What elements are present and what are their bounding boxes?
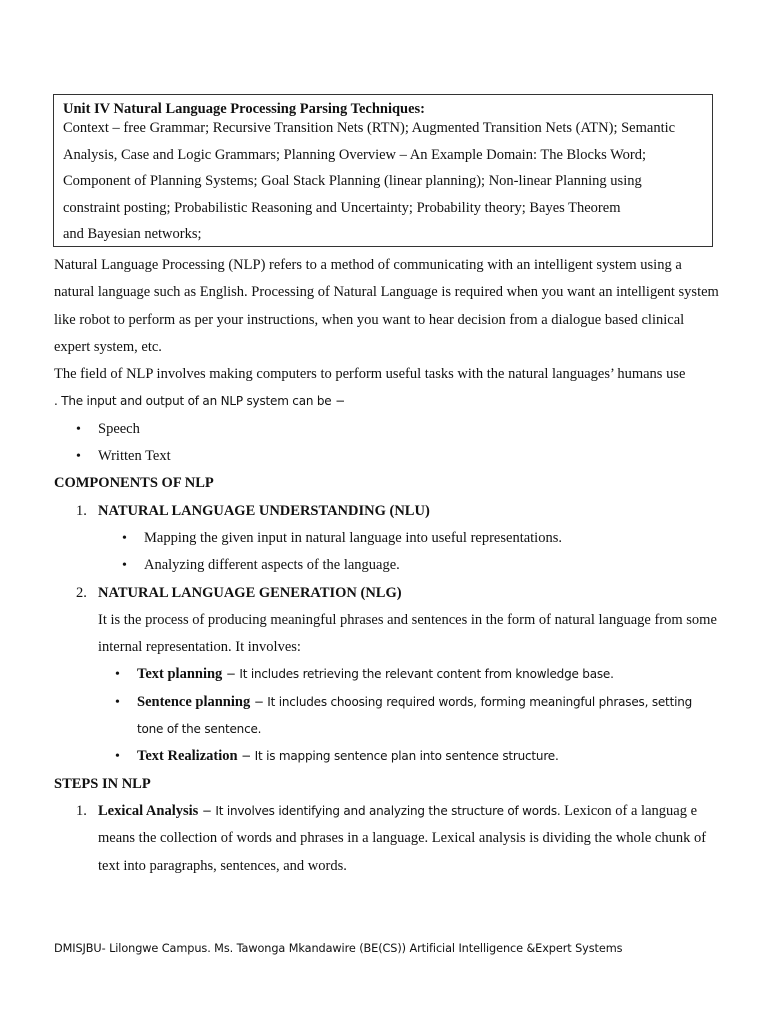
- list-item: • Mapping the given input in natural language into useful representations.: [144, 525, 719, 552]
- item-text: − It is mapping sentence plan into sentence structure.: [237, 749, 559, 764]
- io-list: [54, 416, 719, 471]
- page-footer: DMISJBU- Lilongwe Campus. Ms. Tawonga Mkandawire (BE(CS)) Artificial Intelligence &Expert Systems: [54, 942, 623, 955]
- item-text: It involves identifying and analyzing the structure of words.: [215, 803, 561, 818]
- nlu-item: [54, 498, 719, 525]
- list-item: • Written Text: [98, 443, 719, 470]
- syllabus-line: constraint posting; Probabilistic Reasoning and Uncertainty; Probability theory; Bayes Theorem: [63, 199, 621, 216]
- list-item: • Speech: [98, 416, 719, 443]
- item-term: Text planning: [137, 666, 223, 683]
- item-number: 2.: [76, 584, 87, 601]
- nlu-title: NATURAL LANGUAGE UNDERSTANDING (NLU): [98, 502, 430, 519]
- list-item: [137, 689, 719, 744]
- list-item: • Analyzing different aspects of the language.: [144, 552, 719, 579]
- item-term: Sentence planning: [137, 693, 251, 710]
- section-heading-steps: STEPS IN NLP: [54, 775, 151, 792]
- item-term: Text Realization: [137, 748, 238, 765]
- syllabus-title: Unit IV Natural Language Processing Parsing Techniques:: [63, 101, 426, 117]
- item-term: Lexical Analysis: [98, 802, 199, 819]
- syllabus-line: Component of Planning Systems; Goal Stack Planning (linear planning); Non-linear Planning using: [63, 173, 642, 190]
- syllabus-box: [53, 94, 713, 247]
- intro-io-line: . The input and output of an NLP system can be −: [54, 394, 345, 409]
- item-text: − It includes choosing required words, forming meaningful phrases, setting tone of the sentence.: [137, 694, 693, 737]
- intro-paragraph: Natural Language Processing (NLP) refers to a method of communicating with an intelligent system using a natural language such as English. Processing of Natural Language is required when you want an intelligent system like robot to perform as per your instructions, when you want to hear decision from a dialogue based clinical expert system, etc.: [54, 257, 719, 355]
- item-text-continued: Lexicon of a languag e means the collection of words and phrases in a language. Lexical analysis is dividing the whole chunk of text into paragraphs, sentences, and words.: [98, 802, 707, 874]
- syllabus-body: [63, 115, 703, 248]
- section-heading-components: COMPONENTS OF NLP: [54, 475, 214, 492]
- item-number: 1.: [76, 502, 87, 519]
- syllabus-line: Analysis, Case and Logic Grammars; Planning Overview – An Example Domain: The Blocks Word;: [63, 146, 647, 163]
- lexical-analysis-item: [54, 798, 719, 880]
- list-item: [137, 661, 719, 688]
- list-item: [137, 743, 719, 770]
- intro-paragraph-field: The field of NLP involves making computers to perform useful tasks with the natural languages’ humans use: [54, 366, 686, 383]
- main-content: [54, 252, 719, 880]
- nlg-title: NATURAL LANGUAGE GENERATION (NLG): [98, 584, 402, 601]
- nlu-list: [54, 525, 719, 580]
- nlg-item: [54, 580, 719, 607]
- nlg-description: It is the process of producing meaningful phrases and sentences in the form of natural language from some internal representation. It involves:: [98, 611, 717, 656]
- syllabus-line: Context – free Grammar; Recursive Transition Nets (RTN); Augmented Transition Nets (ATN); Semantic: [63, 120, 676, 136]
- item-text: − It includes retrieving the relevant content from knowledge base.: [222, 667, 614, 682]
- syllabus-line: and Bayesian networks;: [63, 226, 202, 243]
- item-number: 1.: [76, 802, 87, 819]
- nlg-list: [54, 661, 719, 770]
- item-dash: −: [198, 803, 216, 818]
